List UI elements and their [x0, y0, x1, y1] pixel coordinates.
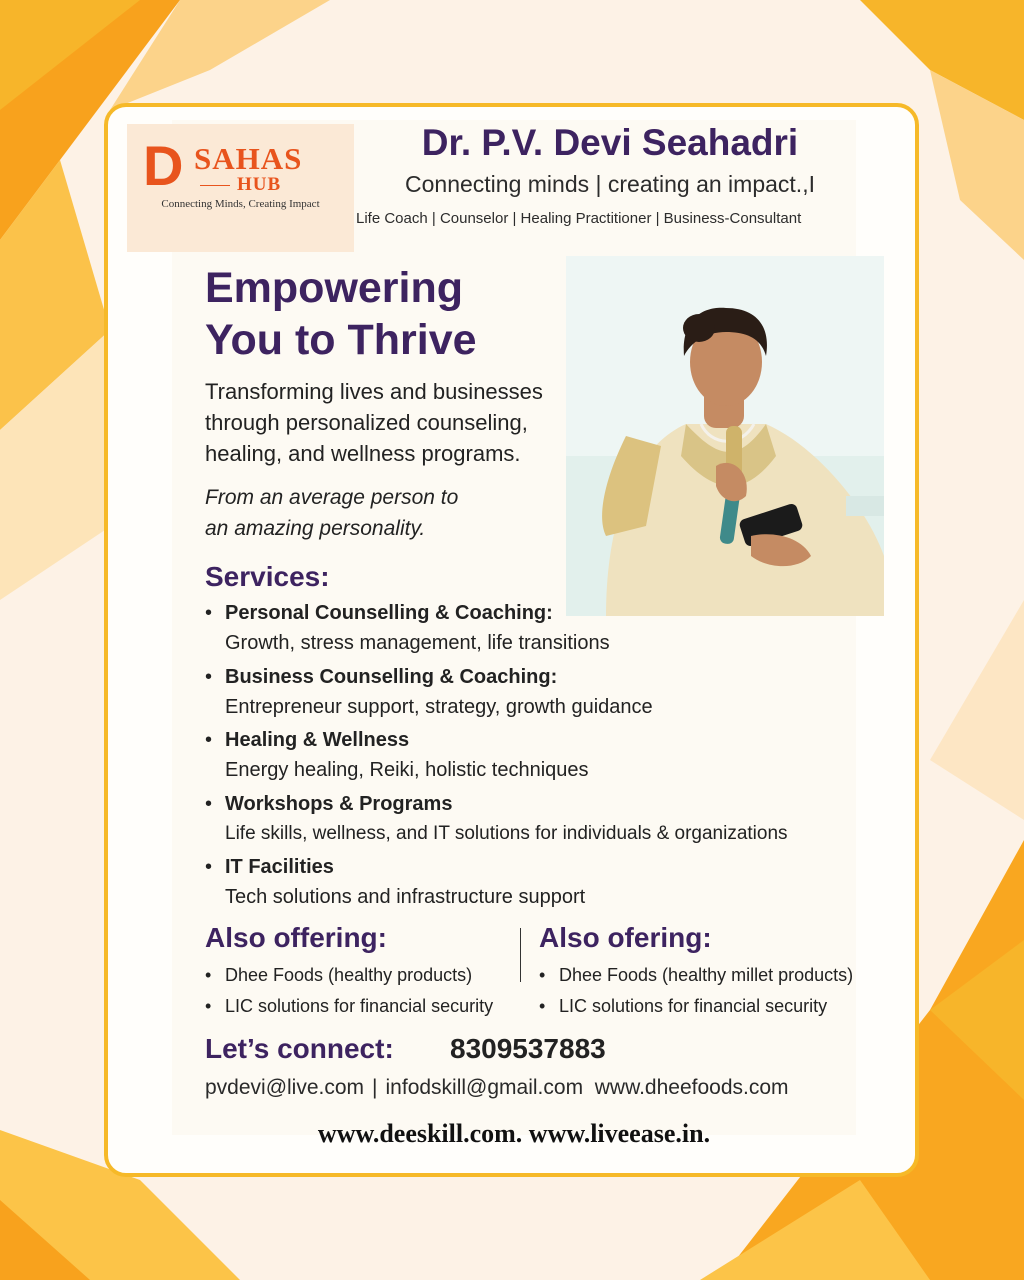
service-title: Workshops & Programs [225, 792, 453, 815]
service-title: Personal Counselling & Coaching: [225, 602, 553, 624]
service-description: Energy healing, Reiki, holistic techniques [225, 759, 589, 781]
intro-quote [205, 482, 565, 544]
services-list [205, 598, 855, 916]
service-title: Healing & Wellness [225, 729, 410, 751]
service-description: Tech solutions and infrastructure support [225, 886, 586, 908]
offers-divider [520, 928, 521, 982]
service-description: Entrepreneur support, strategy, growth guidance [225, 695, 653, 718]
website-links[interactable]: www.deeskill.com. www.liveease.in. [317, 1119, 711, 1148]
offer-text: LIC solutions for financial security [225, 996, 494, 1016]
intro-line-3: healing, and wellness programs. [205, 441, 521, 466]
bullet: • [205, 602, 213, 624]
separator: | [372, 1076, 378, 1099]
bullet: • [539, 996, 546, 1016]
bullet: • [205, 856, 213, 878]
service-item [205, 662, 855, 726]
speaker-illustration [566, 256, 884, 616]
quote-line-1: From an average person to [205, 486, 459, 509]
headline-line-2: You to Thrive [205, 316, 477, 364]
sahas-hub-logo [127, 124, 354, 252]
offer-item [539, 991, 853, 1022]
bullet: • [205, 996, 212, 1016]
bullet: • [205, 792, 213, 815]
connect-heading: Let’s connect: [205, 1033, 394, 1064]
speaker-photo [566, 256, 884, 616]
logo-name: SAHAS [194, 141, 303, 176]
bullet: • [205, 729, 213, 751]
offer-item [539, 960, 853, 991]
also-offering-heading-left: Also offering: [205, 922, 387, 953]
offer-text: LIC solutions for financial security [559, 996, 828, 1016]
service-item [205, 789, 855, 853]
logo-tagline: Connecting Minds, Creating Impact [161, 198, 320, 210]
bullet: • [205, 965, 212, 985]
service-description: Life skills, wellness, and IT solutions for individuals & organizations [225, 822, 788, 844]
phone-number[interactable]: 8309537883 [450, 1033, 606, 1064]
bullet: • [539, 965, 546, 985]
intro-text [205, 376, 565, 469]
logo-sub: HUB [237, 174, 282, 195]
service-description: Growth, stress management, life transitions [225, 632, 610, 654]
service-item [205, 598, 855, 662]
intro-line-1: Transforming lives and businesses [205, 379, 543, 404]
headline-line-1: Empowering [205, 264, 464, 312]
offer-item [205, 991, 493, 1022]
email-link-2[interactable]: infodskill@gmail.com [385, 1076, 584, 1099]
offers-list-left [205, 960, 493, 1022]
doctor-name: Dr. P.V. Devi Seahadri [421, 122, 799, 163]
contact-links [205, 1072, 789, 1104]
service-title: Business Counselling & Coaching: [225, 665, 558, 688]
logo-rule [200, 185, 230, 186]
service-title: IT Facilities [225, 856, 334, 878]
header-tagline: Connecting minds | creating an impact.,I [405, 171, 815, 197]
logo-letter: D [143, 134, 184, 197]
service-item [205, 852, 855, 916]
website-link-dheefoods[interactable]: www.dheefoods.com [594, 1076, 789, 1099]
offer-text: Dhee Foods (healthy millet products) [559, 965, 854, 985]
intro-line-2: through personalized counseling, [205, 410, 528, 435]
also-offering-heading-right: Also ofering: [539, 922, 712, 953]
header-roles: Life Coach | Counselor | Healing Practitioner | Business-Consultant [356, 210, 802, 227]
offer-item [205, 960, 493, 991]
offer-text: Dhee Foods (healthy products) [225, 965, 473, 985]
offers-list-right [539, 960, 853, 1022]
email-link-1[interactable]: pvdevi@live.com [205, 1076, 365, 1099]
services-heading: Services: [205, 561, 330, 592]
quote-line-2: an amazing personality. [205, 517, 426, 540]
bullet: • [205, 665, 213, 688]
page-headline [205, 262, 477, 366]
service-item [205, 725, 855, 789]
